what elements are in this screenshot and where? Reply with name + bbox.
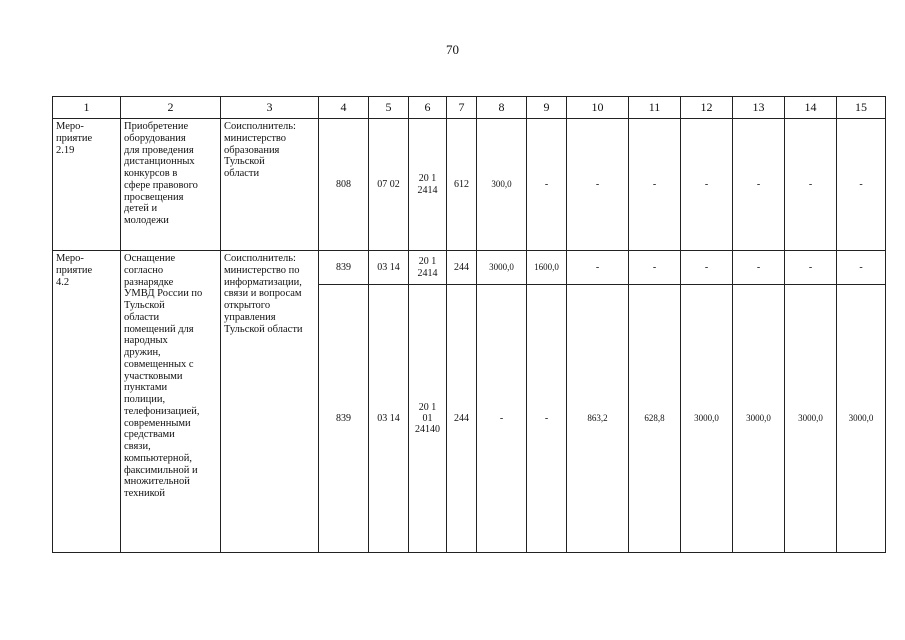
header-cell: 3 <box>221 97 319 119</box>
data-cell: 20 1 01 24140 <box>409 285 447 553</box>
data-cell: 1600,0 <box>527 251 567 285</box>
header-cell: 4 <box>319 97 369 119</box>
data-cell: 863,2 <box>567 285 629 553</box>
data-cell: 3000,0 <box>837 285 886 553</box>
table-row <box>53 119 886 251</box>
data-cell: - <box>785 251 837 285</box>
data-cell: 244 <box>447 251 477 285</box>
table-row <box>53 251 886 285</box>
data-cell: 3000,0 <box>785 285 837 553</box>
header-cell: 8 <box>477 97 527 119</box>
header-cell: 2 <box>121 97 221 119</box>
data-cell: - <box>785 119 837 251</box>
header-cell: 12 <box>681 97 733 119</box>
data-cell: 612 <box>447 119 477 251</box>
header-cell: 5 <box>369 97 409 119</box>
data-cell: 3000,0 <box>681 285 733 553</box>
data-cell: 839 <box>319 285 369 553</box>
budget-table <box>52 96 886 553</box>
event-id-cell: Меро- приятие 4.2 <box>53 251 121 553</box>
header-cell: 13 <box>733 97 785 119</box>
data-cell: - <box>629 251 681 285</box>
data-cell: 07 02 <box>369 119 409 251</box>
data-cell: 300,0 <box>477 119 527 251</box>
header-row <box>53 97 886 119</box>
data-cell: 3000,0 <box>477 251 527 285</box>
header-cell: 9 <box>527 97 567 119</box>
data-cell: - <box>477 285 527 553</box>
executor-cell: Соисполнитель: министерство образования Тульской области <box>221 119 319 251</box>
data-cell: 3000,0 <box>733 285 785 553</box>
data-cell: 03 14 <box>369 285 409 553</box>
header-cell: 14 <box>785 97 837 119</box>
data-cell: 03 14 <box>369 251 409 285</box>
event-description-cell: Оснащение согласно разнарядке УМВД России по Тульской области помещений для народных дружин, совмещенных с участковыми пунктами полиции, телефонизацией, современными средствами связи, компьютерной, факсимильной и множительной техникой <box>121 251 221 553</box>
data-cell: - <box>527 285 567 553</box>
header-cell: 6 <box>409 97 447 119</box>
header-cell: 11 <box>629 97 681 119</box>
header-cell: 10 <box>567 97 629 119</box>
data-cell: - <box>567 119 629 251</box>
data-cell: 244 <box>447 285 477 553</box>
data-cell: - <box>681 119 733 251</box>
data-cell: - <box>629 119 681 251</box>
data-cell: - <box>837 251 886 285</box>
data-cell: - <box>837 119 886 251</box>
data-cell: 628,8 <box>629 285 681 553</box>
data-cell: 808 <box>319 119 369 251</box>
header-cell: 7 <box>447 97 477 119</box>
data-cell: - <box>567 251 629 285</box>
data-cell: - <box>733 119 785 251</box>
data-cell: - <box>681 251 733 285</box>
header-cell: 1 <box>53 97 121 119</box>
data-cell: 20 1 2414 <box>409 251 447 285</box>
data-cell: - <box>527 119 567 251</box>
executor-cell: Соисполнитель: министерство по информатизации, связи и вопросам открытого управления Тульской области <box>221 251 319 553</box>
page-number: 70 <box>446 42 459 57</box>
event-description-cell: Приобретение оборудования для проведения дистанционных конкурсов в сфере правового просвещения детей и молодежи <box>121 119 221 251</box>
data-cell: 839 <box>319 251 369 285</box>
data-cell: - <box>733 251 785 285</box>
header-cell: 15 <box>837 97 886 119</box>
event-id-cell: Меро- приятие 2.19 <box>53 119 121 251</box>
data-cell: 20 1 2414 <box>409 119 447 251</box>
